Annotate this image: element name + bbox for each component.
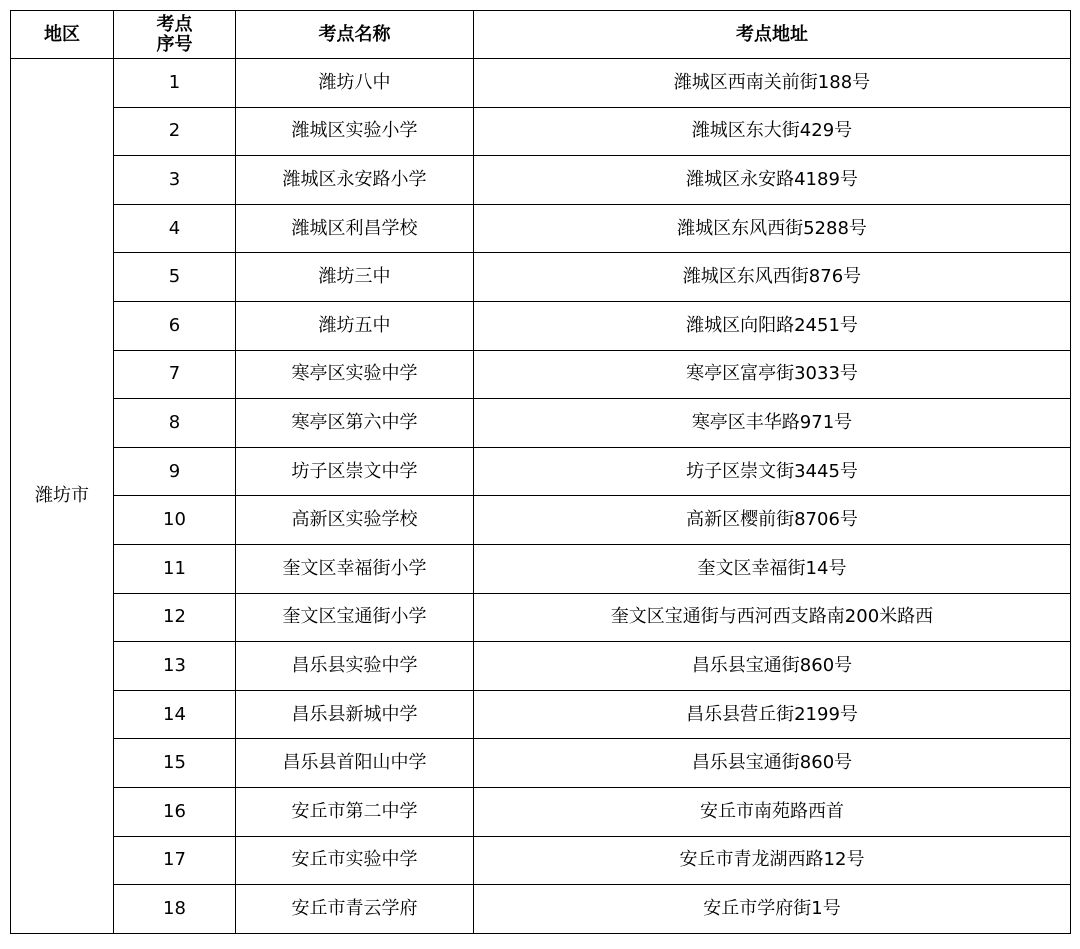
site-name-cell: 潍坊五中 <box>236 301 474 350</box>
site-number-cell: 6 <box>114 301 236 350</box>
region-cell: 潍坊市 <box>11 59 114 934</box>
site-number-cell: 1 <box>114 59 236 108</box>
table-body <box>11 59 1071 934</box>
table-row <box>11 593 1071 642</box>
site-address-cell: 奎文区幸福街14号 <box>474 544 1071 593</box>
header-number-line1: 考点 <box>156 13 193 35</box>
site-address-cell: 昌乐县宝通街860号 <box>474 739 1071 788</box>
site-number-cell: 16 <box>114 787 236 836</box>
site-name-cell: 昌乐县实验中学 <box>236 642 474 691</box>
table-row <box>11 107 1071 156</box>
site-name-cell: 昌乐县新城中学 <box>236 690 474 739</box>
site-address-cell: 寒亭区富亭街3033号 <box>474 350 1071 399</box>
site-name-cell: 高新区实验学校 <box>236 496 474 545</box>
site-number-cell: 7 <box>114 350 236 399</box>
table-row <box>11 59 1071 108</box>
header-number <box>114 11 236 59</box>
header-number-line2: 序号 <box>156 33 193 55</box>
site-name-cell: 奎文区幸福街小学 <box>236 544 474 593</box>
table-row <box>11 253 1071 302</box>
exam-site-table-container <box>10 10 1071 934</box>
site-name-cell: 安丘市青云学府 <box>236 885 474 934</box>
site-number-cell: 10 <box>114 496 236 545</box>
site-name-cell: 潍坊八中 <box>236 59 474 108</box>
site-address-cell: 安丘市学府街1号 <box>474 885 1071 934</box>
site-number-cell: 5 <box>114 253 236 302</box>
table-row <box>11 301 1071 350</box>
site-name-cell: 安丘市实验中学 <box>236 836 474 885</box>
table-row <box>11 690 1071 739</box>
header-region: 地区 <box>11 11 114 59</box>
site-address-cell: 潍城区向阳路2451号 <box>474 301 1071 350</box>
header-site-name: 考点名称 <box>236 11 474 59</box>
site-address-cell: 潍城区东大街429号 <box>474 107 1071 156</box>
site-number-cell: 9 <box>114 447 236 496</box>
table-row <box>11 156 1071 205</box>
site-address-cell: 奎文区宝通街与西河西支路南200米路西 <box>474 593 1071 642</box>
site-name-cell: 寒亭区实验中学 <box>236 350 474 399</box>
table-row <box>11 447 1071 496</box>
table-row <box>11 787 1071 836</box>
site-name-cell: 潍坊三中 <box>236 253 474 302</box>
site-address-cell: 安丘市南苑路西首 <box>474 787 1071 836</box>
site-address-cell: 安丘市青龙湖西路12号 <box>474 836 1071 885</box>
table-header-row <box>11 11 1071 59</box>
table-row <box>11 204 1071 253</box>
table-row <box>11 350 1071 399</box>
site-number-cell: 8 <box>114 399 236 448</box>
site-address-cell: 潍城区西南关前街188号 <box>474 59 1071 108</box>
site-name-cell: 潍城区永安路小学 <box>236 156 474 205</box>
site-address-cell: 昌乐县营丘街2199号 <box>474 690 1071 739</box>
site-name-cell: 潍城区利昌学校 <box>236 204 474 253</box>
table-row <box>11 399 1071 448</box>
site-name-cell: 坊子区崇文中学 <box>236 447 474 496</box>
site-number-cell: 15 <box>114 739 236 788</box>
site-number-cell: 13 <box>114 642 236 691</box>
site-name-cell: 昌乐县首阳山中学 <box>236 739 474 788</box>
site-address-cell: 昌乐县宝通街860号 <box>474 642 1071 691</box>
site-number-cell: 17 <box>114 836 236 885</box>
exam-site-table <box>10 10 1071 934</box>
site-number-cell: 14 <box>114 690 236 739</box>
table-row <box>11 496 1071 545</box>
site-address-cell: 潍城区永安路4189号 <box>474 156 1071 205</box>
site-number-cell: 11 <box>114 544 236 593</box>
site-address-cell: 寒亭区丰华路971号 <box>474 399 1071 448</box>
site-name-cell: 安丘市第二中学 <box>236 787 474 836</box>
table-row <box>11 544 1071 593</box>
site-number-cell: 4 <box>114 204 236 253</box>
site-name-cell: 奎文区宝通街小学 <box>236 593 474 642</box>
site-name-cell: 寒亭区第六中学 <box>236 399 474 448</box>
site-number-cell: 18 <box>114 885 236 934</box>
site-number-cell: 2 <box>114 107 236 156</box>
table-row <box>11 642 1071 691</box>
site-address-cell: 坊子区崇文街3445号 <box>474 447 1071 496</box>
site-number-cell: 12 <box>114 593 236 642</box>
site-number-cell: 3 <box>114 156 236 205</box>
table-row <box>11 885 1071 934</box>
header-site-address: 考点地址 <box>474 11 1071 59</box>
table-row <box>11 836 1071 885</box>
site-address-cell: 潍城区东风西街5288号 <box>474 204 1071 253</box>
site-address-cell: 高新区樱前街8706号 <box>474 496 1071 545</box>
site-address-cell: 潍城区东风西街876号 <box>474 253 1071 302</box>
site-name-cell: 潍城区实验小学 <box>236 107 474 156</box>
table-row <box>11 739 1071 788</box>
